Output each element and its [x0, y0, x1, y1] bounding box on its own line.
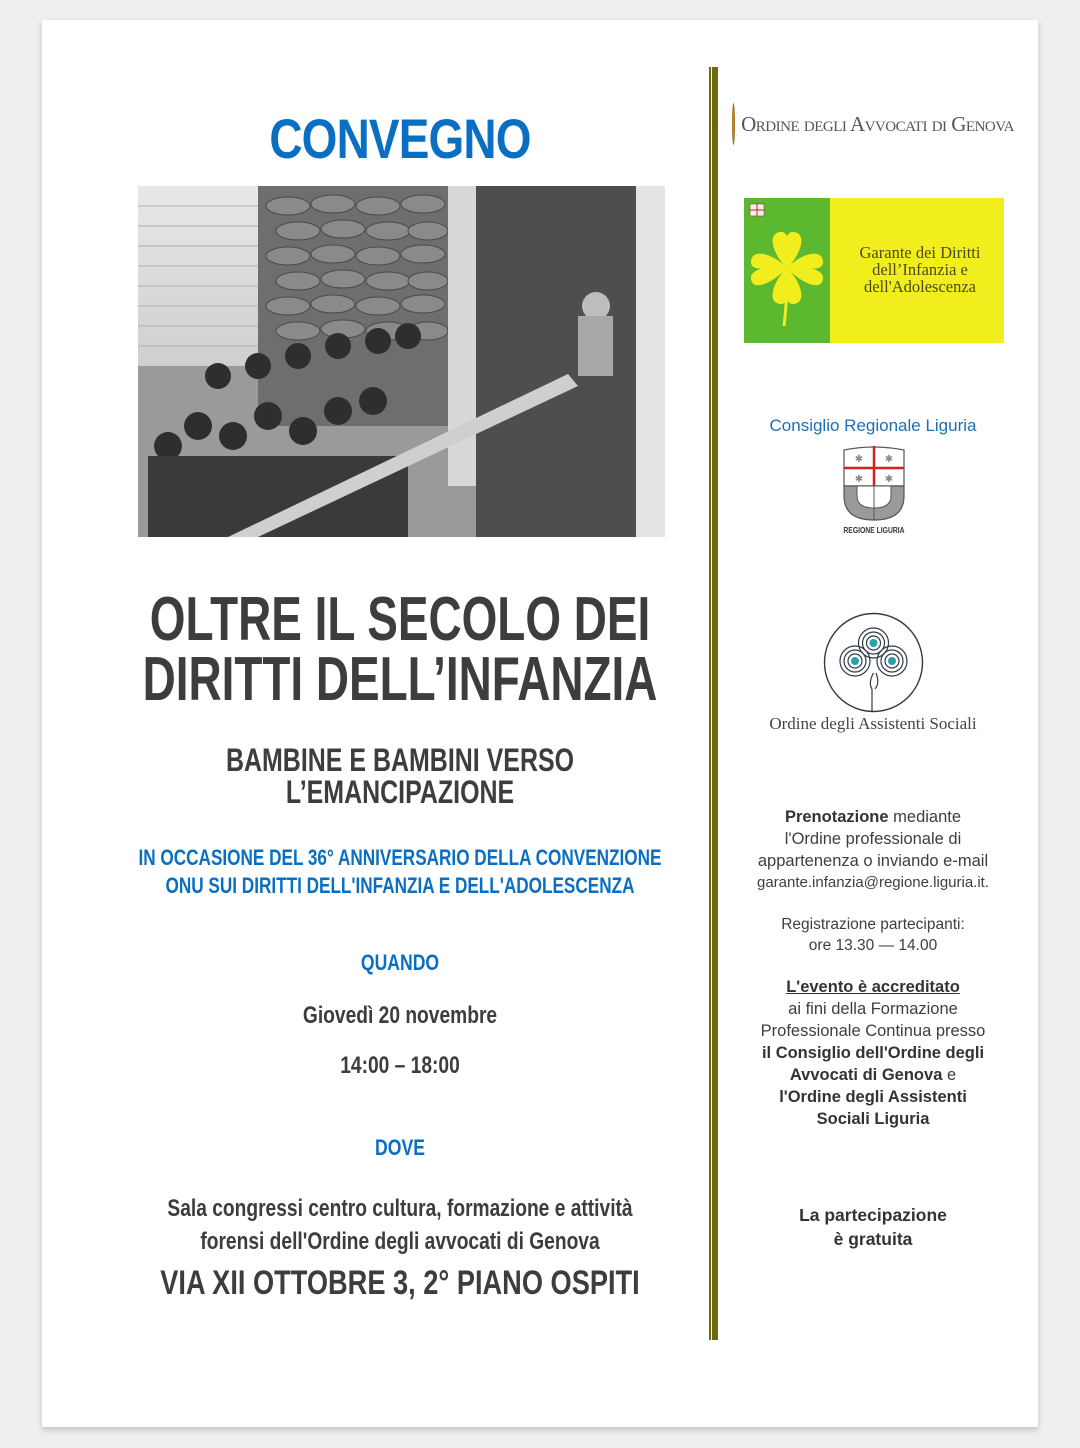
booking-info [732, 806, 1014, 894]
accreditation-info [732, 976, 1014, 1130]
regione-liguria-caption: REGIONE LIGURIA [843, 526, 905, 535]
accredited-line-7: Sociali Liguria [816, 1110, 930, 1128]
accredited-line-2: ai fini della Formazione [788, 1000, 958, 1018]
divider-thin-line [709, 67, 711, 1340]
svg-text:✱: ✱ [854, 454, 864, 465]
oas-knot-icon [822, 611, 925, 714]
event-photo [138, 186, 665, 537]
main-title-line-1: OLTRE IL SECOLO DEI [149, 585, 651, 654]
booking-line-1 [732, 806, 1014, 828]
svg-text:✱: ✱ [884, 474, 894, 485]
free-participation [732, 1203, 1014, 1251]
accredited-line-4: il Consiglio dell'Ordine degli [761, 1044, 985, 1062]
photo-illustration [138, 186, 665, 537]
kicker-title: CONVEGNO [269, 107, 531, 170]
garante-green-panel [744, 198, 830, 343]
garante-text [840, 244, 1000, 295]
seal-icon [732, 103, 735, 145]
venue-address: VIA XII OTTOBRE 3, 2° PIANO OSPITI [160, 1264, 640, 1302]
clover-icon [744, 198, 830, 343]
event-time: 14:00 – 18:00 [340, 1052, 460, 1079]
event-date: Giovedì 20 novembre [302, 1002, 498, 1029]
accredited-heading: L'evento è accreditato [786, 978, 960, 996]
booking-line-3: appartenenza o inviando e-mail [757, 852, 989, 870]
garante-line-3: dell'Adolescenza [863, 277, 976, 296]
logo-oag-text: Ordine degli Avvocati di Genova [741, 111, 1014, 136]
logo-ordine-assistenti-sociali [822, 611, 925, 714]
when-label: QUANDO [360, 950, 440, 975]
occasion-line-2: ONU SUI DIRITTI DELL'INFANZIA E DELL'ADOLESCENZA [165, 873, 635, 898]
booking-line-2: l'Ordine professionale di [784, 830, 962, 848]
consiglio-regionale-label: Consiglio Regionale Liguria [769, 416, 977, 435]
registration-label: Registrazione partecipanti: [781, 916, 965, 933]
oas-label: Ordine degli Assistenti Sociali [769, 714, 977, 733]
booking-rest: mediante [888, 808, 962, 826]
flyer-page [42, 20, 1038, 1427]
garante-line-2: dell’Infanzia e [872, 260, 968, 279]
occasion-line-1: IN OCCASIONE DEL 36° ANNIVERSARIO DELLA CONVENZIONE [138, 845, 662, 870]
logo-garante-infanzia [744, 198, 1004, 343]
subtitle-line-2: L’EMANCIPAZIONE [285, 774, 515, 810]
accredited-line-6: l'Ordine degli Assistenti [779, 1088, 967, 1106]
main-title-line-2: DIRITTI DELL’INFANZIA [142, 645, 658, 714]
free-line-2: è gratuita [833, 1229, 913, 1249]
logo-ordine-avvocati-genova [732, 102, 1014, 146]
divider-thick-line [712, 67, 718, 1340]
svg-text:✱: ✱ [884, 454, 894, 465]
registration-time: ore 13.30 — 14.00 [808, 937, 938, 954]
accredited-line-5: Avvocati di Genova e [789, 1066, 957, 1084]
logo-regione-liguria [839, 444, 909, 540]
garante-line-1: Garante dei Diritti [859, 243, 981, 262]
where-label: DOVE [375, 1135, 425, 1160]
column-divider [709, 67, 719, 1340]
accredited-line-3: Professionale Continua presso [760, 1022, 986, 1040]
booking-email[interactable]: garante.infanzia@regione.liguria.it. [756, 874, 990, 891]
booking-bold: Prenotazione [784, 808, 889, 826]
free-line-1: La partecipazione [799, 1205, 947, 1225]
subtitle-line-1: BAMBINE E BAMBINI VERSO [225, 742, 575, 778]
venue-line-2: forensi dell'Ordine degli avvocati di Genova [200, 1228, 600, 1255]
venue-line-1: Sala congressi centro cultura, formazione e attività [167, 1195, 633, 1222]
svg-text:✱: ✱ [854, 474, 864, 485]
registration-info [732, 914, 1014, 956]
